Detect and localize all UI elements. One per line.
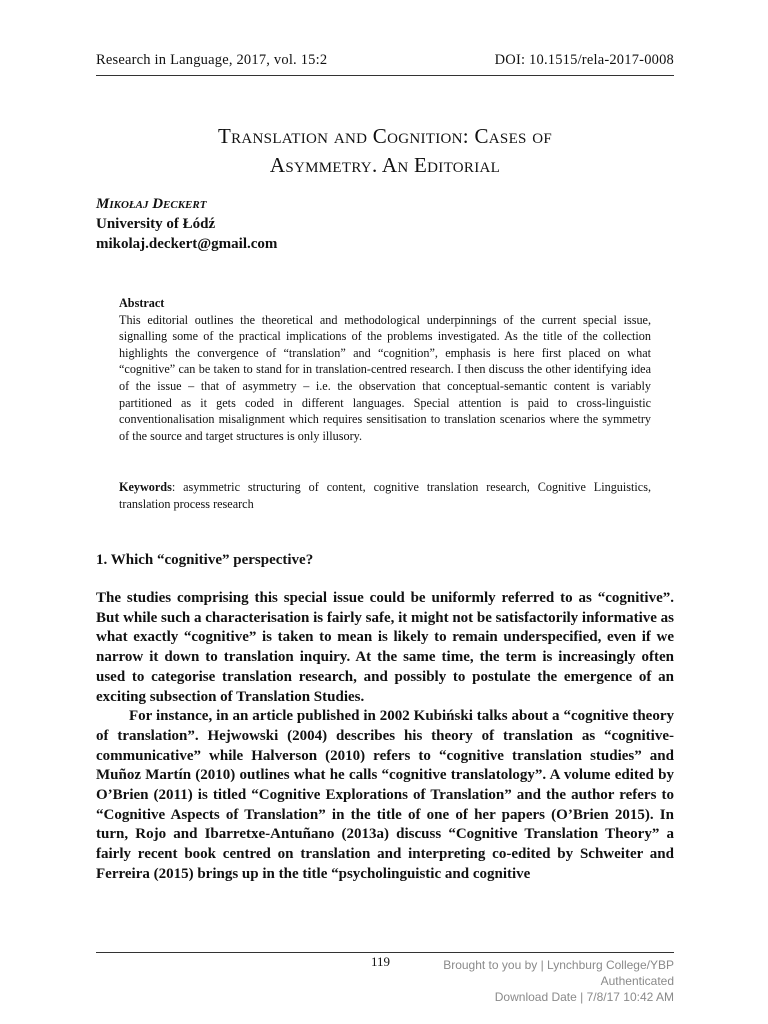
abstract-heading: Abstract bbox=[119, 296, 165, 310]
watermark-line-3: Download Date | 7/8/17 10:42 AM bbox=[494, 990, 674, 1004]
section-heading: 1. Which “cognitive” perspective? bbox=[96, 552, 314, 568]
running-head bbox=[96, 52, 674, 69]
download-watermark bbox=[374, 957, 674, 1005]
author-affiliation: University of Łódź bbox=[96, 216, 216, 232]
paragraph-1: The studies comprising this special issue could be uniformly referred to as “cognitive”. But while such a characterisation is fairly safe, it might not be satisfactorily informative as what exactly “cognitive” is taken to mean is likely to remain underspecified, even if we narrow it down to translation inquiry. At the same time, the term is increasingly often used to categorise translation research, and possibly to postulate the emergence of an exciting subsection of Translation Studies. bbox=[96, 590, 674, 705]
header-rule bbox=[96, 75, 674, 76]
author-block bbox=[96, 194, 496, 254]
doi: DOI: 10.1515/rela-2017-0008 bbox=[494, 52, 674, 68]
paragraph-2: For instance, in an article published in 2002 Kubiński talks about a “cognitive theory of translation”. Hejwowski (2004) describes his theory of translation as “cognitive-communicative” while Halverson (2010) refers to “cognitive translation studies” and Muñoz Martín (2010) outlines what he calls “cognitive translatology”. A volume edited by O’Brien (2011) is titled “Cognitive Explorations of Translation” and the author refers to “Cognitive Aspects of Translation” in the title of one of her papers (O’Brien 2015). In turn, Rojo and Ibarretxe-Antuñano (2013a) discuss “Cognitive Translation Theory” a fairly recent book centred on translation and interpreting co-edited by Schweiter and Ferreira (2015) brings up in the title “psycholinguistic and cognitive bbox=[96, 708, 674, 882]
keywords-text: : asymmetric structuring of content, cognitive translation research, Cognitive Linguistics, translation process research bbox=[119, 480, 651, 511]
keywords bbox=[119, 479, 651, 512]
keywords-label: Keywords bbox=[119, 480, 172, 494]
watermark-line-2: Authenticated bbox=[600, 974, 674, 988]
title-line-2: Asymmetry. An Editorial bbox=[269, 153, 501, 177]
watermark-line-1: Brought to you by | Lynchburg College/YBP bbox=[443, 958, 674, 972]
author-name: Mikołaj Deckert bbox=[96, 196, 207, 212]
abstract-text: This editorial outlines the theoretical and methodological underpinnings of the current special issue, signalling some of the practical implications of the problems investigated. As the title of the collection highlights the convergence of “translation” and “cognition”, emphasis is here first placed on what “cognitive” can be taken to stand for in translation-centred research. I then discuss the other identifying idea of the issue – that of asymmetry – i.e. the observation that conceptual-semantic content is variably partitioned as it gets coded in different languages. Special attention is paid to cross-linguistic conventionalisation misalignment which requires sensitisation to translation scenarios where the symmetry of the source and target structures is only illusory. bbox=[119, 312, 651, 443]
journal-citation: Research in Language, 2017, vol. 15:2 bbox=[96, 52, 328, 68]
abstract bbox=[119, 295, 651, 444]
article-title bbox=[96, 122, 674, 180]
body-text bbox=[96, 589, 674, 885]
page-number: 119 bbox=[371, 954, 391, 969]
author-email: mikolaj.deckert@gmail.com bbox=[96, 236, 278, 252]
footer-rule bbox=[96, 952, 674, 953]
title-line-1: Translation and Cognition: Cases of bbox=[217, 124, 552, 148]
